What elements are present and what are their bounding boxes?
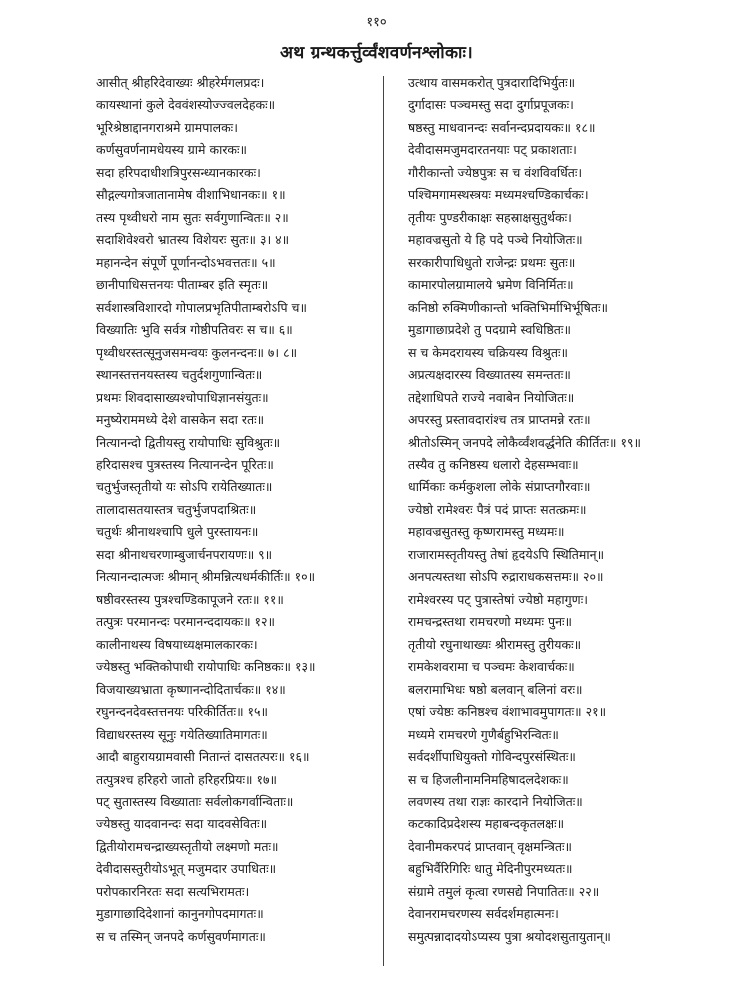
verse-line: रामकेशवरामा च पञ्चमः केशवार्चकः॥ [408,659,575,675]
verse-line: श्रीतोऽस्मिन् जनपदे लोकैर्व्वंशवर्द्धनेति कीर्तितः॥ १९॥ [408,434,641,450]
verse-line: कालीनाथस्य विषयाध्यक्षमालकारकः। [96,636,258,652]
verse-line: विद्याधरस्तस्य सूनुः गयेतिख्यातिमागतः॥ [96,726,268,742]
verse-line: देवानरामचरणस्य सर्वदर्शमहात्मनः। [408,906,559,922]
verse-line: विजयाख्यभ्राता कृष्णानन्दोदितार्चकः॥ १४॥ [96,681,286,697]
verse-line: संग्रामे तमुलं कृत्वा रणसद्ये निपातितः॥ २२॥ [408,883,600,899]
verse-line: मनुष्येराममध्ये देशे वासकेन सदा रतः॥ [96,412,265,428]
verse-line: गौरीकान्तो ज्येष्ठपुत्रः स च वंशविवर्धितः। [408,164,583,180]
verse-line: ज्येष्ठस्तु यादवानन्दः सदा यादवसेवितः॥ [96,816,268,832]
verse-line: नित्यानन्दात्मजः श्रीमान् श्रीमन्नित्यधर्मकीर्तिः॥ १०॥ [96,569,316,585]
verse-line: तृतीयो रघुनाथाख्यः श्रीरामस्तु तुरीयकः॥ [408,636,582,652]
verse-line: चतुर्थः श्रीनाथश्चापि धुले पुरस्तायनः॥ [96,524,259,540]
verse-line: षष्ठीवरस्तस्य पुत्रश्चण्डिकापूजने रतः॥ ११॥ [96,591,284,607]
verse-line: स्थानस्तत्तनयस्तस्य चतुर्दशगुणान्वितः॥ [96,367,263,383]
verse-line: महानन्देन संपूर्णे पूर्णानन्दोऽभवत्ततः॥ ५॥ [96,254,276,270]
verse-line: सौद्गल्यगोत्रजातानामेष वीशाभिधानकः॥ १॥ [96,187,286,203]
verse-line: रामचन्द्रस्तथा रामचरणो मध्यमः पुनः॥ [408,614,573,630]
verse-line: स च तस्मिन् जनपदे कर्णसुवर्णमागतः॥ [96,928,266,944]
verse-line: सदा श्रीनाथचरणाम्बुजार्चनपरायणः॥ ९॥ [96,546,273,562]
verse-line: महावज्रसुतस्तु कृष्णरामस्तु मध्यमः॥ [408,524,565,540]
page-number: ११० [366,15,387,30]
verse-line: कामारपोलग्रामालये भ्रमेण विनिर्मितः॥ [408,277,574,293]
verse-line: पृथ्वीधरस्तत्सूनुजसमन्वयः कुलनन्दनः॥ ७। ८॥ [96,344,298,360]
verse-line: कायस्थानां कुले देववंशस्योज्ज्वलदेहकः॥ [96,97,276,113]
verse-line: षष्ठस्तु माधवानन्दः सर्वानन्दप्रदायकः॥ १८॥ [408,119,596,135]
verse-line: नित्यानन्दो द्वितीयस्तु रायोपाधिः सुविश्रुतः॥ [96,434,281,450]
verse-line: तस्य पृथ्वीधरो नाम सुतः सर्वगुणान्वितः॥ २॥ [96,209,289,225]
verse-line: भूरिश्रेष्ठाद्दानगराश्रमे ग्रामपालकः। [96,119,238,135]
left-verse-column [96,72,376,972]
verse-line: महावज्रसुतो ये हि पदे पञ्चे नियोजितः॥ [408,232,583,248]
verse-line: पश्चिमगामस्थस्त्रयः मध्यमश्चण्डिकार्चकः। [408,187,589,203]
verse-line: देवीदासस्तुरीयोऽभूत् मजुमदार उपाधितः॥ [96,861,277,877]
verse-line: प्रथमः शिवदासाख्यश्चोपाधिज्ञानसंयुतः॥ [96,389,269,405]
verse-line: रघुनन्दनदेवस्तत्तनयः परिकीर्तितः॥ १५॥ [96,704,269,720]
verse-line: रामेश्वरस्य पट् पुत्रास्तेषां ज्येष्ठो महागुणः। [408,591,588,607]
verse-line: लवणस्य तथा राज्ञः कारदाने नियोजितः॥ [408,794,583,809]
verse-line: चतुर्भुजस्तृतीयो यः सोऽपि रायेतिख्यातः॥ [96,479,273,495]
verse-line: आसीत् श्रीहरिदेवाख्यः श्रीहरेर्मगलप्रदः। [96,75,265,90]
verse-line: स च हिजलीनामनिमहिषादलदेशकः॥ [408,771,569,787]
verse-line: छानीपाधिसत्तनयः पीताम्बर इति स्मृतः॥ [96,277,269,293]
verse-line: दुर्गादासः पञ्चमस्तु सदा दुर्गाप्रपूजकः। [408,97,574,113]
verse-line: बहुभिर्वैरिगिरिः धातु मेदिनीपुरमध्यतः॥ [408,861,573,877]
verse-line: बलरामाभिधः षष्ठो बलवान् बलिनां वरः॥ [408,681,583,697]
verse-line: कर्णसुवर्णनामधेयस्य ग्रामे कारकः॥ [96,142,248,158]
verse-line: राजारामस्तृतीयस्तु तेषां हृदयेऽपि स्थितिमान्॥ [408,546,605,562]
verse-line: देवीदासमजुमदारतनयाः पट् प्रकाशताः। [408,142,577,158]
verse-line: आदौ बाहुरायग्रामवासी नितान्तं दासतत्परः॥ १६॥ [96,749,310,765]
verse-line: परोपकारनिरतः सदा सत्यभिरामतः। [96,883,250,899]
verse-line: कटकादिप्रदेशस्य महाबन्दकृतलक्षः॥ [408,816,565,832]
verse-line: मध्यमे रामचरणे गुणैर्बहुभिरन्वितः॥ [408,726,559,742]
verse-line: धार्मिकाः कर्मकुशला लोके संप्राप्तगौरवाः॥ [408,479,591,495]
verse-line: अनपत्यस्तथा सोऽपि रुद्राराधकसत्तमः॥ २०॥ [408,569,604,585]
verse-line: तस्यैव तु कनिष्ठस्य धलारो देहसम्भवाः॥ [408,456,579,472]
verse-line: ज्येष्ठस्तु भक्तिकोपाधी रायोपाधिः कनिष्ठकः॥ १३॥ [96,659,316,675]
column-divider [383,76,384,966]
verse-line: तृतीयः पुण्डरीकाक्षः सहस्राक्षसुतुर्थकः। [408,209,572,225]
verse-line: मुडागाछादिदेशानां कानुनगोपदमागतः॥ [96,906,264,922]
verse-line: कनिष्ठो रुक्मिणीकान्तो भक्तिभिर्माभिर्भूषितः॥ [408,299,609,315]
verse-line: तत्पुत्रः परमानन्दः परमानन्ददायकः॥ १२॥ [96,614,276,630]
verse-line: अपरस्तु प्रस्तावदारांश्च तत्र प्राप्तमन्ने रतः॥ [408,412,591,428]
verse-line: सदाशिवेश्वरो भ्रातस्य विशेयरः सुतः॥ ३। ४॥ [96,232,290,248]
verse-line: पट् सुतास्तस्य विख्याताः सर्वलोकगर्वान्विताः॥ [96,794,294,809]
verse-line: स च केमदरायस्य चक्रियस्य विश्रुतः॥ [408,344,569,360]
verse-line: विख्यातिः भुवि सर्वत्र गोष्ठीपतिवरः स च॥ ६॥ [96,322,293,338]
verse-line: हरिदासश्च पुत्रस्तस्य नित्यानन्देन पूरितः॥ [96,456,274,472]
verse-line: एषां ज्येष्ठः कनिष्ठश्च वंशाभावमुपागतः॥ २१॥ [408,704,607,720]
verse-line: उत्थाय वासमकरोत् पुत्रदारादिभिर्युतः॥ [408,75,576,90]
page-title: अथ ग्रन्थकर्त्तुर्व्वंशवर्णनश्लोकाः। [280,43,473,63]
verse-line: तत्पुत्रश्च हरिहरो जातो हरिहरप्रियः॥ १७॥ [96,771,277,787]
verse-line: तालादासतयास्तत्र चतुर्भुजपदाश्रितः॥ [96,501,257,517]
verse-line: देवानीमकरपदं प्राप्तवान् वृक्षमन्त्रितः॥ [408,838,573,854]
verse-line: सर्वशास्त्रविशारदो गोपालप्रभृतिपीताम्बरोऽपि च॥ [96,299,307,315]
verse-line: ज्येष्ठो रामेश्वरः पैत्रं पदं प्राप्तः सतत्क्रमः॥ [408,501,587,517]
verse-line: सर्वदर्शीपाधियुक्तो गोविन्दपुरसंस्थितः॥ [408,749,576,765]
right-verse-column [408,72,708,972]
verse-line: समुत्पन्नादादयोऽप्यस्य पुत्रा श्रयोदशसुतायुतान्॥ [408,928,611,944]
verse-line: सदा हरिपदाधीशत्रिपुरसन्ध्यानकारकः। [96,164,261,180]
verse-line: सरकारीपाधिधुतो राजेन्द्रः प्रथमः सुतः॥ [408,254,576,270]
verse-line: द्वितीयोरामचन्द्राख्यस्तृतीयो लक्ष्मणो मतः॥ [96,838,279,854]
verse-line: अप्रत्यक्षदारस्य विख्यातस्य समन्ततः॥ [408,367,571,383]
verse-line: मुडागाछाप्रदेशे तु पदग्रामे स्वधिष्ठितः॥ [408,322,571,338]
verse-line: तद्देशाधिपते राज्ये नवाबेन नियोजितः॥ [408,389,575,405]
